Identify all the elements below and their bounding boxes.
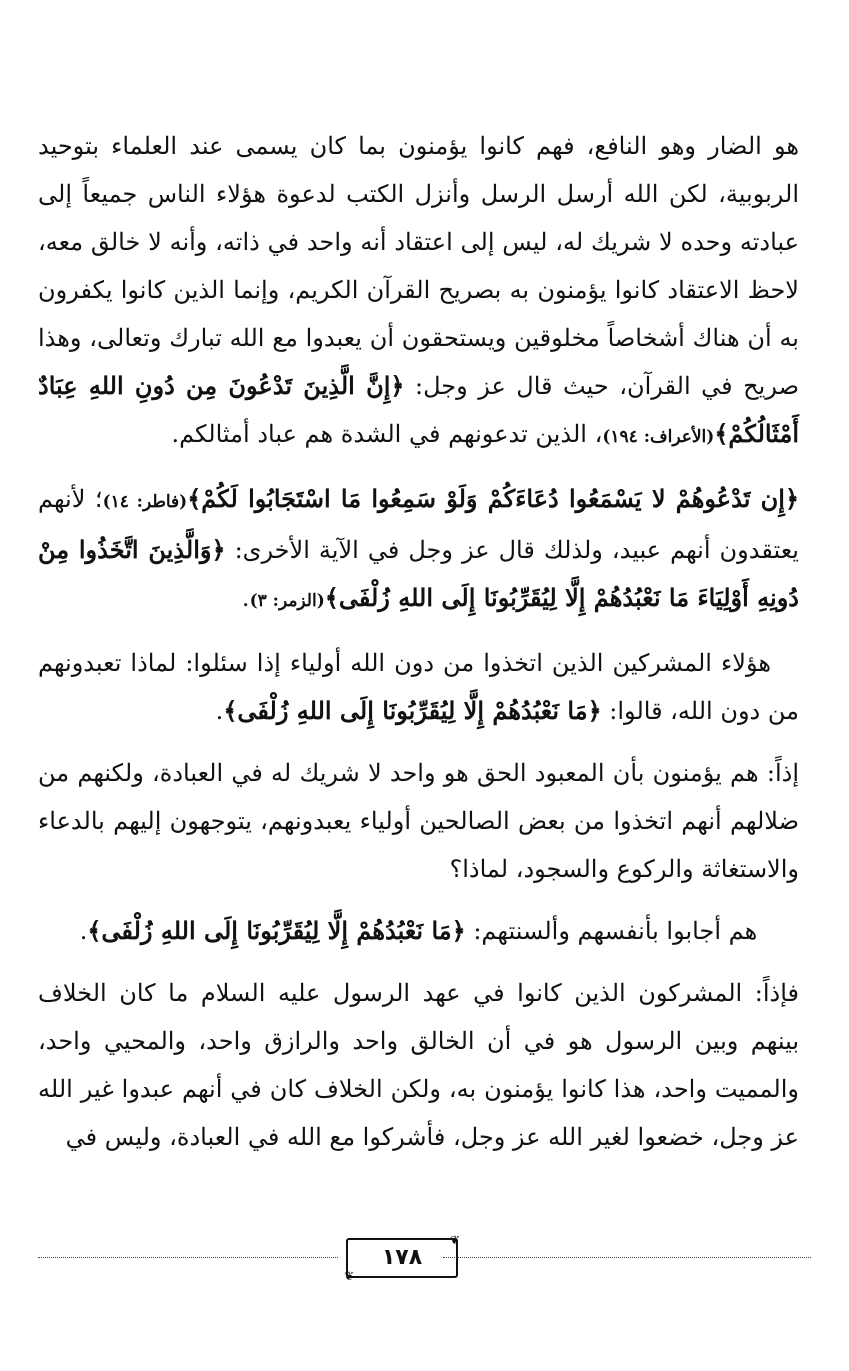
paragraph <box>38 907 799 955</box>
body-text: . <box>215 697 224 725</box>
body-text: هم أجابوا بأنفسهم وألسنتهم: <box>465 917 758 945</box>
body-text: فإذاً: المشركون الذين كانوا في عهد الرسول عليه السلام ما كان الخلاف بينهم وبين الرسول هو في أن الخالق واحد والرازق واحد، والمحيي واحد، والمميت واحد، هذا كانوا يؤمنون به، ولكن الخلاف كان في أنهم عبدوا غير الله عز وجل، خضعوا لغير الله عز وجل، فأشركوا مع الله في العبادة، وليس في <box>38 979 799 1151</box>
verse-citation: (الأعراف: ١٩٤) <box>602 427 715 447</box>
body-text: هو الضار وهو النافع، فهم كانوا يؤمنون بما كان يسمى عند العلماء بتوحيد الربوبية، لكن الله أرسل الرسل وأنزل الكتب لدعوة هؤلاء الناس جميعاً إلى عبادته وحده لا شريك له، ليس إلى اعتقاد أنه واحد في ذاته، وأنه لا خالق معه، لاحظ الاعتقاد كانوا يؤمنون به بصريح القرآن الكريم، وإنما الذين كانوا يكفرون به أن هناك أشخاصاً مخلوقين ويستحقون أن يعبدوا مع الله تبارك وتعالى، وهذا صريح في القرآن، حيث قال عز وجل: <box>38 132 799 400</box>
paragraph <box>38 639 799 735</box>
quran-verse: ﴿وَالَّذِينَ اتَّخَذُوا مِنْ دُونِهِ أَوْلِيَاءَ مَا نَعْبُدُهُمْ إِلَّا لِيُقَرِّبُونَا إِلَى اللهِ زُلْفَى﴾ <box>38 535 799 612</box>
paragraph <box>38 475 799 625</box>
quran-verse: ﴿إِن تَدْعُوهُمْ لا يَسْمَعُوا دُعَاءَكُمْ وَلَوْ سَمِعُوا مَا اسْتَجَابُوا لَكُمْ﴾ <box>187 484 799 513</box>
ornament-icon: ❦ <box>449 1233 460 1247</box>
verse-citation: (الزمر: ٣) <box>249 591 325 611</box>
footer-divider <box>38 1257 338 1258</box>
page-number: ١٧٨ <box>381 1245 423 1270</box>
quran-verse: ﴿مَا نَعْبُدُهُمْ إِلَّا لِيُقَرِّبُونَا إِلَى اللهِ زُلْفَى﴾ <box>223 696 602 725</box>
page-footer <box>38 1233 811 1283</box>
ornament-icon: ❦ <box>344 1269 355 1283</box>
quran-verse: ﴿إِنَّ الَّذِينَ تَدْعُونَ مِن دُونِ اللهِ عِبَادٌ أَمْثَالُكُمْ﴾ <box>38 371 799 448</box>
footer-divider <box>443 1257 811 1258</box>
paragraph <box>38 122 799 461</box>
body-text: هؤلاء المشركين الذين اتخذوا من دون الله أولياء إذا سئلوا: لماذا تعبدونهم من دون الله، قالوا: <box>38 649 799 725</box>
page-number-frame <box>344 1233 460 1283</box>
page-body <box>38 122 799 1161</box>
body-text: . <box>241 584 250 612</box>
paragraph <box>38 969 799 1161</box>
body-text: . <box>79 917 88 945</box>
body-text: ؛ لأنهم يعتقدون أنهم عبيد، ولذلك قال عز وجل في الآية الأخرى: <box>38 485 799 564</box>
body-text: إذاً: هم يؤمنون بأن المعبود الحق هو واحد لا شريك له في العبادة، ولكنهم من ضلالهم أنهم اتخذوا من بعض الصالحين أولياء يعبدونهم، يتوجهون إليهم بالدعاء والاستغاثة والركوع والسجود، لماذا؟ <box>38 759 799 883</box>
verse-citation: (فاطر: ١٤) <box>102 492 188 512</box>
quran-verse: ﴿مَا نَعْبُدُهُمْ إِلَّا لِيُقَرِّبُونَا إِلَى اللهِ زُلْفَى﴾ <box>87 916 466 945</box>
paragraph <box>38 749 799 893</box>
body-text: ، الذين تدعونهم في الشدة هم عباد أمثالكم. <box>171 420 603 448</box>
